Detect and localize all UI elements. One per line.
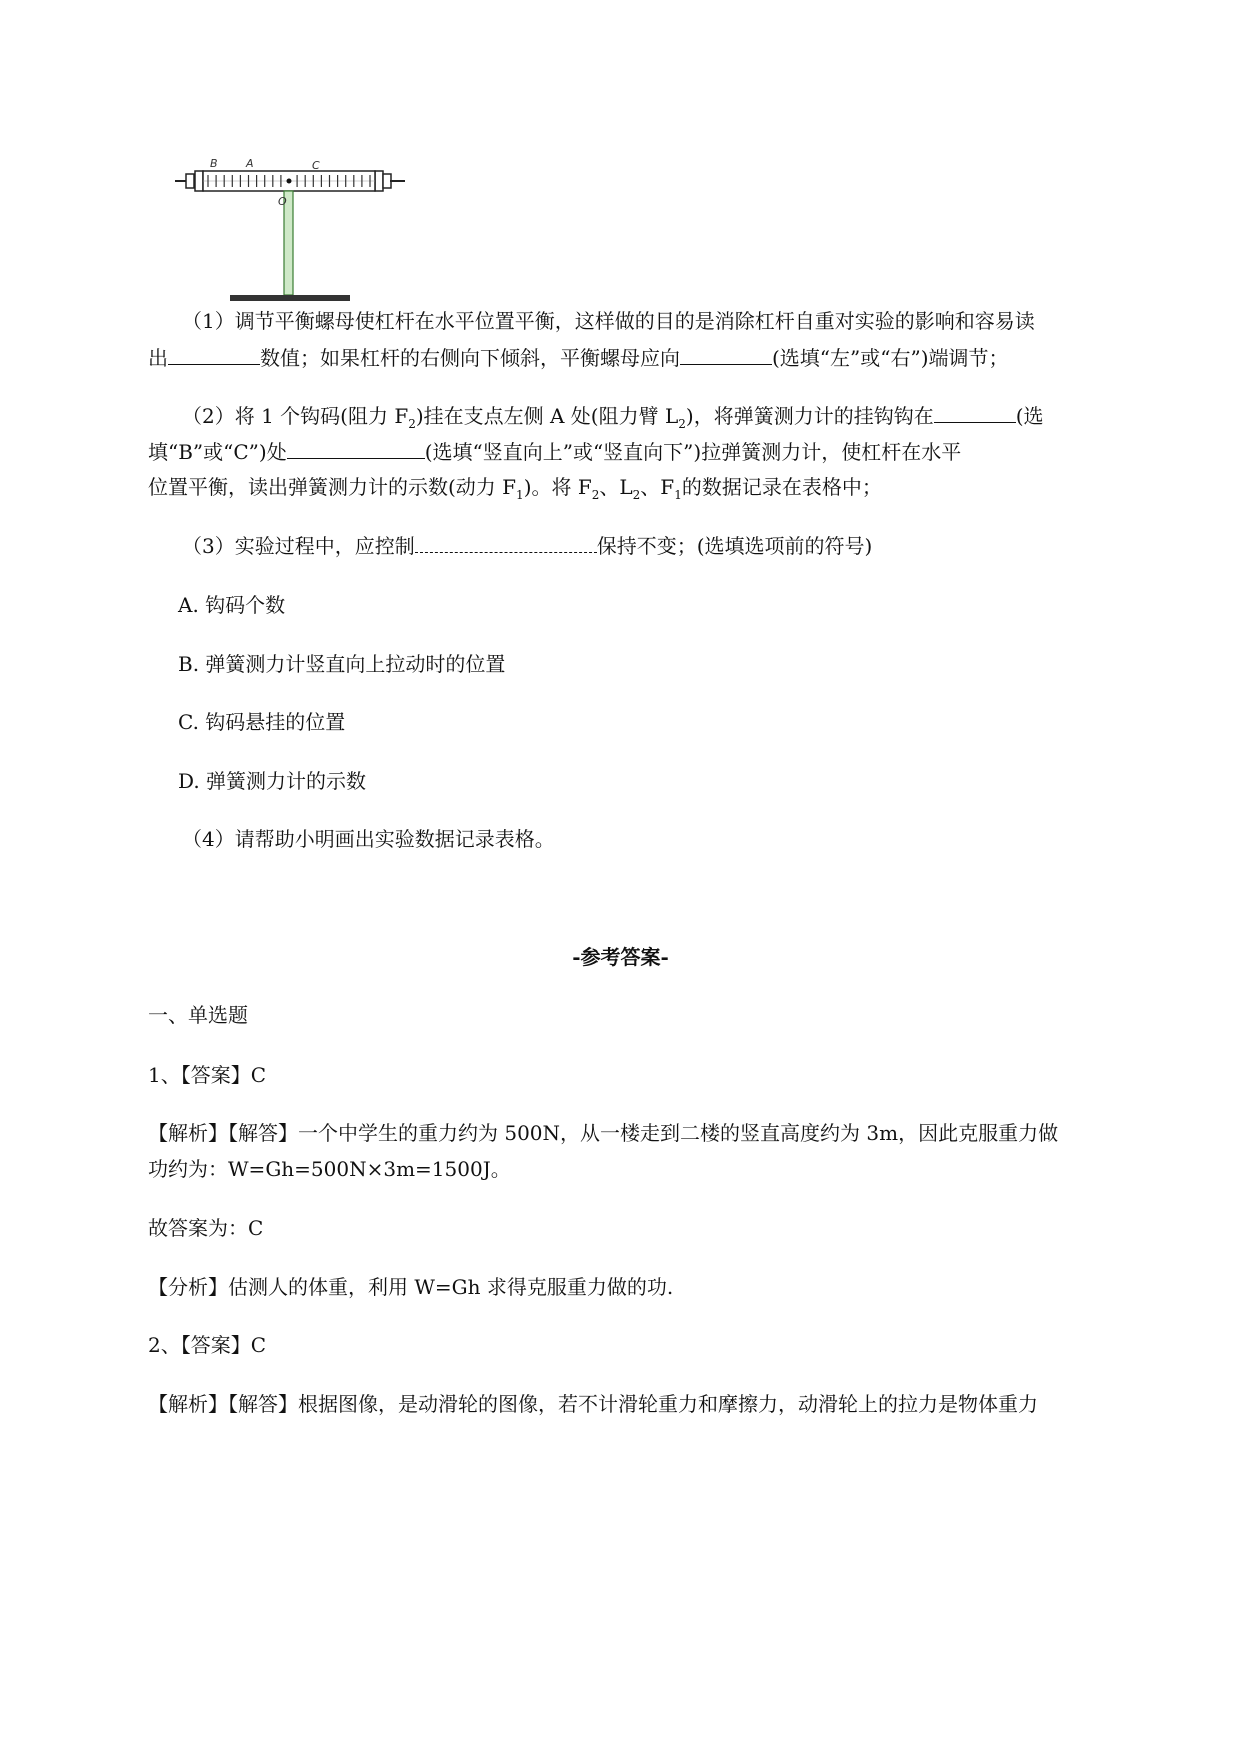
q2-sub-f2b: 2 — [591, 488, 600, 502]
q4-text: （4）请帮助小明画出实验数据记录表格。 — [182, 827, 555, 851]
answer-1-note: 【分析】估测人的体重，利用 W=Gh 求得克服重力做的功. — [148, 1275, 674, 1299]
q3-option-b: B. 弹簧测力计竖直向上拉动时的位置 — [178, 652, 506, 676]
q1-text-b: 数值；如果杠杆的右侧向下倾斜，平衡螺母应向 — [260, 346, 680, 370]
q1-blank-2[interactable] — [680, 342, 772, 365]
q3-option-a: A. 钩码个数 — [178, 593, 286, 617]
q1-text-c: (选填“左”或“右”)端调节； — [772, 346, 1009, 370]
answer-1: 1、【答案】C — [148, 1063, 267, 1087]
q1-blank-1[interactable] — [168, 342, 260, 365]
q2-text-a: （2）将 1 个钩码(阻力 F — [182, 404, 409, 428]
answers-title: -参考答案- — [572, 945, 669, 969]
q2-text-d: (选 — [1015, 404, 1044, 428]
q3-stem — [182, 530, 872, 561]
answer-1-conclusion: 故答案为：C — [148, 1216, 264, 1240]
pivot-point — [287, 179, 292, 184]
q2-blank-1[interactable] — [934, 400, 1016, 423]
q2-sub-l2b: 2 — [632, 488, 641, 502]
q2-text-k: 的数据记录在表格中； — [681, 475, 882, 499]
q2-text-i: 、L — [599, 475, 633, 499]
q2-blank-2[interactable] — [287, 436, 425, 459]
stand-base — [230, 295, 350, 301]
q2-sub-f2: 2 — [408, 417, 416, 431]
answer-2: 2、【答案】C — [148, 1333, 267, 1357]
label-c: C — [312, 159, 320, 172]
q3-text-b: 保持不变；(选填选项前的符号) — [596, 534, 873, 558]
q2-text-c: )，将弹簧测力计的挂钩钩在 — [685, 404, 934, 428]
answer-1-analysis-line1: 【解析】【解答】一个中学生的重力约为 500N，从一楼走到二楼的竖直高度约为 3m，因此克服重力做 — [148, 1121, 1059, 1145]
answers-section: 一、单选题 — [148, 1003, 248, 1027]
q2-text-b: )挂在支点左侧 A 处(阻力臂 L — [415, 404, 679, 428]
q2-sub-f1: 1 — [516, 488, 524, 502]
q3-blank[interactable] — [415, 530, 597, 553]
answer-1-analysis-line2: 功约为：W=Gh=500N×3m=1500J。 — [148, 1157, 511, 1181]
q1-line1: （1）调节平衡螺母使杠杆在水平位置平衡，这样做的目的是消除杠杆自重对实验的影响和容易读 — [182, 309, 1035, 333]
q1-text-a: 出 — [148, 346, 168, 370]
q2-sub-f1b: 1 — [674, 488, 682, 502]
q3-text-a: （3）实验过程中，应控制 — [182, 534, 415, 558]
q2-text-j: 、F — [640, 475, 675, 499]
q2-line1 — [182, 400, 1044, 431]
lever-figure — [170, 150, 410, 310]
label-b: B — [210, 157, 218, 170]
q3-option-d: D. 弹簧测力计的示数 — [178, 769, 367, 793]
q2-text-e: 填“B”或“C”)处 — [148, 440, 287, 464]
label-o: O — [278, 195, 287, 208]
q2-text-g: 位置平衡，读出弹簧测力计的示数(动力 F — [148, 475, 517, 499]
q1-line2 — [148, 342, 1009, 373]
answer-2-analysis-line1: 【解析】【解答】根据图像，是动滑轮的图像，若不计滑轮重力和摩擦力，动滑轮上的拉力是物体重力 — [148, 1392, 1038, 1416]
label-a: A — [246, 157, 254, 170]
q2-text-h: )。将 F — [523, 475, 592, 499]
q2-line3 — [148, 472, 882, 502]
q2-text-f: (选填“竖直向上”或“竖直向下”)拉弹簧测力计，使杠杆在水平 — [424, 440, 962, 464]
q2-line2 — [148, 436, 961, 467]
q2-sub-l2: 2 — [678, 417, 686, 431]
q3-option-c: C. 钩码悬挂的位置 — [178, 710, 346, 734]
